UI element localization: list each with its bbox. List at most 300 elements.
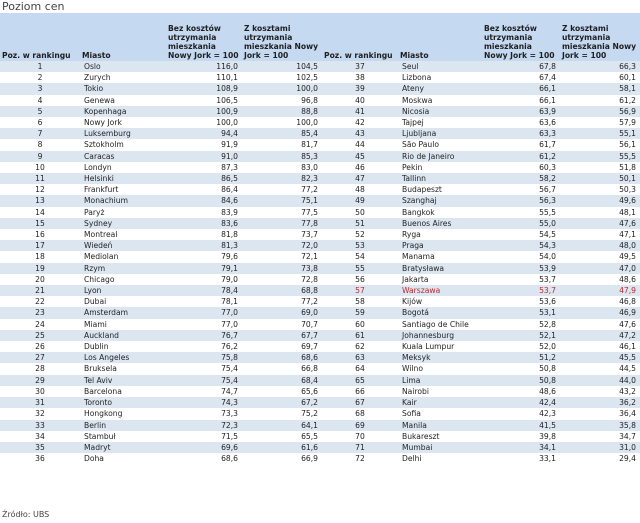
price-with-rent-cell: 66,9 — [242, 453, 322, 464]
price-without-rent-cell: 48,6 — [482, 386, 560, 397]
price-with-rent-cell: 47,0 — [560, 263, 640, 274]
table-row — [322, 263, 640, 274]
table-row — [0, 151, 322, 162]
city-cell: Lyon — [80, 285, 166, 296]
city-cell: Kopenhaga — [80, 106, 166, 117]
price-with-rent-cell: 83,0 — [242, 162, 322, 173]
table-row — [0, 117, 322, 128]
city-cell: Paryż — [80, 207, 166, 218]
price-with-rent-cell: 70,7 — [242, 319, 322, 330]
rank-cell: 26 — [0, 341, 80, 352]
city-cell: Bratysława — [398, 263, 482, 274]
table-row — [0, 319, 322, 330]
price-with-rent-cell: 69,7 — [242, 341, 322, 352]
price-with-rent-cell: 69,0 — [242, 307, 322, 318]
table-row — [322, 207, 640, 218]
price-without-rent-cell: 106,5 — [166, 95, 242, 106]
price-without-rent-cell: 91,0 — [166, 151, 242, 162]
city-cell: Londyn — [80, 162, 166, 173]
price-without-rent-cell: 116,0 — [166, 61, 242, 72]
price-without-rent-cell: 75,4 — [166, 375, 242, 386]
table-row — [0, 274, 322, 285]
city-cell: Kuala Lumpur — [398, 341, 482, 352]
city-cell: Miami — [80, 319, 166, 330]
rank-cell: 28 — [0, 363, 80, 374]
city-cell: Ljubljana — [398, 128, 482, 139]
price-without-rent-cell: 54,3 — [482, 240, 560, 251]
city-cell: Bogotá — [398, 307, 482, 318]
rank-cell: 15 — [0, 218, 80, 229]
price-without-rent-cell: 58,2 — [482, 173, 560, 184]
price-without-rent-cell: 41,5 — [482, 420, 560, 431]
price-with-rent-cell: 85,3 — [242, 151, 322, 162]
city-cell: Lima — [398, 375, 482, 386]
price-with-rent-cell: 88,8 — [242, 106, 322, 117]
price-with-rent-cell: 47,1 — [560, 229, 640, 240]
price-without-rent-cell: 79,6 — [166, 251, 242, 262]
rank-cell: 49 — [322, 195, 398, 206]
table-row — [0, 162, 322, 173]
price-with-rent-cell: 48,6 — [560, 274, 640, 285]
rank-cell: 29 — [0, 375, 80, 386]
price-with-rent-cell: 56,9 — [560, 106, 640, 117]
price-without-rent-cell: 83,6 — [166, 218, 242, 229]
price-with-rent-cell: 50,3 — [560, 184, 640, 195]
price-with-rent-cell: 77,5 — [242, 207, 322, 218]
table-row — [0, 173, 322, 184]
price-with-rent-cell: 43,2 — [560, 386, 640, 397]
table-row — [0, 218, 322, 229]
price-without-rent-cell: 76,2 — [166, 341, 242, 352]
price-with-rent-cell: 67,7 — [242, 330, 322, 341]
table-row — [322, 341, 640, 352]
rank-cell: 17 — [0, 240, 80, 251]
page-title: Poziom cen — [2, 0, 65, 13]
table-row — [0, 251, 322, 262]
city-cell: Jakarta — [398, 274, 482, 285]
price-without-rent-cell: 63,3 — [482, 128, 560, 139]
rank-cell: 40 — [322, 95, 398, 106]
table-row — [322, 352, 640, 363]
rank-cell: 24 — [0, 319, 80, 330]
city-cell: Auckland — [80, 330, 166, 341]
rank-cell: 53 — [322, 240, 398, 251]
rank-cell: 8 — [0, 139, 80, 150]
rank-cell: 61 — [322, 330, 398, 341]
rank-cell: 69 — [322, 420, 398, 431]
city-cell: Sydney — [80, 218, 166, 229]
rank-cell: 7 — [0, 128, 80, 139]
rank-cell: 60 — [322, 319, 398, 330]
price-with-rent-cell: 49,6 — [560, 195, 640, 206]
table-row — [0, 386, 322, 397]
city-cell: Szanghaj — [398, 195, 482, 206]
table-row — [322, 397, 640, 408]
price-with-rent-cell: 50,1 — [560, 173, 640, 184]
table-row — [322, 307, 640, 318]
price-without-rent-cell: 61,2 — [482, 151, 560, 162]
price-without-rent-cell: 79,0 — [166, 274, 242, 285]
price-with-rent-cell: 96,8 — [242, 95, 322, 106]
table-row — [322, 442, 640, 453]
price-with-rent-cell: 65,6 — [242, 386, 322, 397]
table-row — [0, 375, 322, 386]
rank-cell: 37 — [322, 61, 398, 72]
price-with-rent-cell: 47,2 — [560, 330, 640, 341]
rank-cell: 23 — [0, 307, 80, 318]
rank-cell: 2 — [0, 72, 80, 83]
rank-cell: 71 — [322, 442, 398, 453]
price-with-rent-cell: 85,4 — [242, 128, 322, 139]
rank-cell: 38 — [322, 72, 398, 83]
rank-cell: 68 — [322, 408, 398, 419]
price-without-rent-cell: 60,3 — [482, 162, 560, 173]
table-row — [0, 95, 322, 106]
price-without-rent-cell: 78,4 — [166, 285, 242, 296]
rank-cell: 19 — [0, 263, 80, 274]
price-without-rent-cell: 39,8 — [482, 431, 560, 442]
rank-cell: 48 — [322, 184, 398, 195]
table-row — [322, 453, 640, 464]
city-cell: Sofia — [398, 408, 482, 419]
city-cell: Tajpej — [398, 117, 482, 128]
rank-cell: 39 — [322, 83, 398, 94]
header-with-rent: Z kosztami utrzymania mieszkania Nowy Jork = 100 — [560, 13, 640, 61]
header-without-rent: Bez kosztów utrzymania mieszkania Nowy Jork = 100 — [166, 13, 242, 61]
city-cell: Pekin — [398, 162, 482, 173]
rank-cell: 59 — [322, 307, 398, 318]
price-without-rent-cell: 53,1 — [482, 307, 560, 318]
table-row — [0, 240, 322, 251]
price-with-rent-cell: 75,1 — [242, 195, 322, 206]
rank-cell: 63 — [322, 352, 398, 363]
price-without-rent-cell: 66,1 — [482, 95, 560, 106]
city-cell: Nowy Jork — [80, 117, 166, 128]
city-cell: Seul — [398, 61, 482, 72]
rank-cell: 13 — [0, 195, 80, 206]
table-row — [0, 420, 322, 431]
price-without-rent-cell: 86,4 — [166, 184, 242, 195]
city-cell: Amsterdam — [80, 307, 166, 318]
rank-cell: 36 — [0, 453, 80, 464]
table-row — [0, 341, 322, 352]
header-rank: Poz. w rankingu — [322, 13, 398, 61]
table-row — [322, 420, 640, 431]
table-row — [322, 151, 640, 162]
table-row — [0, 61, 322, 72]
city-cell: Tokio — [80, 83, 166, 94]
table-row — [322, 274, 640, 285]
header-without-rent: Bez kosztów utrzymania mieszkania Nowy Jork = 100 — [482, 13, 560, 61]
table-row — [0, 83, 322, 94]
rank-cell: 9 — [0, 151, 80, 162]
price-without-rent-cell: 53,7 — [482, 274, 560, 285]
price-without-rent-cell: 53,6 — [482, 296, 560, 307]
table-row — [322, 83, 640, 94]
table-row — [0, 453, 322, 464]
city-cell: Santiago de Chile — [398, 319, 482, 330]
price-without-rent-cell: 56,7 — [482, 184, 560, 195]
price-with-rent-cell: 55,5 — [560, 151, 640, 162]
city-cell: Mediolan — [80, 251, 166, 262]
city-cell: Lizbona — [398, 72, 482, 83]
city-cell: Nicosia — [398, 106, 482, 117]
price-with-rent-cell: 72,1 — [242, 251, 322, 262]
city-cell: Johannesburg — [398, 330, 482, 341]
table-row — [322, 251, 640, 262]
table-row — [0, 263, 322, 274]
price-without-rent-cell: 91,9 — [166, 139, 242, 150]
table-row — [0, 195, 322, 206]
price-without-rent-cell: 83,9 — [166, 207, 242, 218]
rank-cell: 65 — [322, 375, 398, 386]
city-cell: Dubai — [80, 296, 166, 307]
price-with-rent-cell: 81,7 — [242, 139, 322, 150]
price-with-rent-cell: 45,5 — [560, 352, 640, 363]
table-header-row — [322, 13, 640, 61]
rank-cell: 44 — [322, 139, 398, 150]
table-row — [0, 442, 322, 453]
price-with-rent-cell: 72,0 — [242, 240, 322, 251]
price-with-rent-cell: 75,2 — [242, 408, 322, 419]
city-cell: Frankfurt — [80, 184, 166, 195]
price-without-rent-cell: 53,7 — [482, 285, 560, 296]
price-without-rent-cell: 63,9 — [482, 106, 560, 117]
table-row — [0, 285, 322, 296]
price-with-rent-cell: 100,0 — [242, 117, 322, 128]
price-without-rent-cell: 75,8 — [166, 352, 242, 363]
price-without-rent-cell: 72,3 — [166, 420, 242, 431]
city-cell: Bukareszt — [398, 431, 482, 442]
rank-cell: 43 — [322, 128, 398, 139]
table-row — [0, 431, 322, 442]
price-with-rent-cell: 49,5 — [560, 251, 640, 262]
rank-cell: 25 — [0, 330, 80, 341]
rank-cell: 42 — [322, 117, 398, 128]
header-with-rent: Z kosztami utrzymania mieszkania Nowy Jork = 100 — [242, 13, 322, 61]
header-city: Miasto — [80, 13, 166, 61]
rank-cell: 20 — [0, 274, 80, 285]
rank-cell: 32 — [0, 408, 80, 419]
table-row — [322, 218, 640, 229]
price-without-rent-cell: 108,9 — [166, 83, 242, 94]
price-with-rent-cell: 47,9 — [560, 285, 640, 296]
price-with-rent-cell: 46,9 — [560, 307, 640, 318]
price-with-rent-cell: 35,8 — [560, 420, 640, 431]
rank-cell: 64 — [322, 363, 398, 374]
rank-cell: 33 — [0, 420, 80, 431]
price-with-rent-cell: 68,4 — [242, 375, 322, 386]
header-rank: Poz. w rankingu — [0, 13, 80, 61]
table-row — [0, 184, 322, 195]
city-cell: Monachium — [80, 195, 166, 206]
price-without-rent-cell: 74,3 — [166, 397, 242, 408]
table-row — [0, 352, 322, 363]
city-cell: Berlin — [80, 420, 166, 431]
rank-cell: 4 — [0, 95, 80, 106]
table-row — [0, 106, 322, 117]
price-without-rent-cell: 34,1 — [482, 442, 560, 453]
price-with-rent-cell: 102,5 — [242, 72, 322, 83]
city-cell: Meksyk — [398, 352, 482, 363]
rank-cell: 56 — [322, 274, 398, 285]
price-without-rent-cell: 100,0 — [166, 117, 242, 128]
city-cell: Madryt — [80, 442, 166, 453]
price-with-rent-cell: 73,8 — [242, 263, 322, 274]
city-cell: Buenos Aires — [398, 218, 482, 229]
rank-cell: 52 — [322, 229, 398, 240]
table-row — [322, 408, 640, 419]
price-with-rent-cell: 72,8 — [242, 274, 322, 285]
rank-cell: 45 — [322, 151, 398, 162]
price-with-rent-cell: 100,0 — [242, 83, 322, 94]
price-with-rent-cell: 46,1 — [560, 341, 640, 352]
rank-cell: 5 — [0, 106, 80, 117]
table-row — [0, 128, 322, 139]
price-without-rent-cell: 54,5 — [482, 229, 560, 240]
table-row — [322, 128, 640, 139]
table-row — [0, 72, 322, 83]
ranking-table-left — [0, 13, 322, 464]
city-cell: Ryga — [398, 229, 482, 240]
city-cell: Caracas — [80, 151, 166, 162]
price-with-rent-cell: 61,6 — [242, 442, 322, 453]
price-without-rent-cell: 71,5 — [166, 431, 242, 442]
price-without-rent-cell: 76,7 — [166, 330, 242, 341]
price-with-rent-cell: 58,1 — [560, 83, 640, 94]
price-with-rent-cell: 61,2 — [560, 95, 640, 106]
price-with-rent-cell: 44,5 — [560, 363, 640, 374]
rank-cell: 47 — [322, 173, 398, 184]
price-with-rent-cell: 48,1 — [560, 207, 640, 218]
price-with-rent-cell: 29,4 — [560, 453, 640, 464]
price-with-rent-cell: 64,1 — [242, 420, 322, 431]
rank-cell: 14 — [0, 207, 80, 218]
table-row — [0, 296, 322, 307]
price-without-rent-cell: 79,1 — [166, 263, 242, 274]
city-cell: Hongkong — [80, 408, 166, 419]
city-cell: Tel Aviv — [80, 375, 166, 386]
city-cell: Manama — [398, 251, 482, 262]
city-cell: Dublin — [80, 341, 166, 352]
rank-cell: 18 — [0, 251, 80, 262]
city-cell: Sztokholm — [80, 139, 166, 150]
price-without-rent-cell: 74,7 — [166, 386, 242, 397]
price-without-rent-cell: 68,6 — [166, 453, 242, 464]
table-row — [322, 296, 640, 307]
rank-cell: 16 — [0, 229, 80, 240]
city-cell: Zurych — [80, 72, 166, 83]
city-cell: Tallinn — [398, 173, 482, 184]
rank-cell: 10 — [0, 162, 80, 173]
price-without-rent-cell: 42,4 — [482, 397, 560, 408]
city-cell: Manila — [398, 420, 482, 431]
city-cell: Toronto — [80, 397, 166, 408]
rank-cell: 34 — [0, 431, 80, 442]
rank-cell: 66 — [322, 386, 398, 397]
price-without-rent-cell: 77,0 — [166, 319, 242, 330]
price-with-rent-cell: 31,0 — [560, 442, 640, 453]
price-without-rent-cell: 53,9 — [482, 263, 560, 274]
price-without-rent-cell: 77,0 — [166, 307, 242, 318]
price-without-rent-cell: 63,6 — [482, 117, 560, 128]
table-row — [0, 207, 322, 218]
price-with-rent-cell: 51,8 — [560, 162, 640, 173]
price-without-rent-cell: 84,6 — [166, 195, 242, 206]
city-cell: Doha — [80, 453, 166, 464]
header-city: Miasto — [398, 13, 482, 61]
table-row — [0, 363, 322, 374]
price-without-rent-cell: 42,3 — [482, 408, 560, 419]
rank-cell: 72 — [322, 453, 398, 464]
price-with-rent-cell: 36,2 — [560, 397, 640, 408]
table-row — [322, 184, 640, 195]
table-row — [0, 139, 322, 150]
rank-cell: 30 — [0, 386, 80, 397]
price-with-rent-cell: 73,7 — [242, 229, 322, 240]
price-with-rent-cell: 44,0 — [560, 375, 640, 386]
city-cell: Nairobi — [398, 386, 482, 397]
table-row — [322, 431, 640, 442]
price-with-rent-cell: 66,3 — [560, 61, 640, 72]
price-without-rent-cell: 50,8 — [482, 375, 560, 386]
city-cell: Wiedeń — [80, 240, 166, 251]
city-cell: Rzym — [80, 263, 166, 274]
city-cell: Barcelona — [80, 386, 166, 397]
table-row — [322, 240, 640, 251]
rank-cell: 70 — [322, 431, 398, 442]
price-with-rent-cell: 36,4 — [560, 408, 640, 419]
city-cell: Bruksela — [80, 363, 166, 374]
rank-cell: 57 — [322, 285, 398, 296]
table-row — [0, 229, 322, 240]
price-with-rent-cell: 82,3 — [242, 173, 322, 184]
price-without-rent-cell: 87,3 — [166, 162, 242, 173]
rank-cell: 3 — [0, 83, 80, 94]
table-row — [322, 173, 640, 184]
price-without-rent-cell: 33,1 — [482, 453, 560, 464]
price-without-rent-cell: 81,3 — [166, 240, 242, 251]
price-with-rent-cell: 65,5 — [242, 431, 322, 442]
city-cell: Praga — [398, 240, 482, 251]
rank-cell: 46 — [322, 162, 398, 173]
rank-cell: 51 — [322, 218, 398, 229]
rank-cell: 27 — [0, 352, 80, 363]
table-row — [322, 61, 640, 72]
price-with-rent-cell: 68,8 — [242, 285, 322, 296]
table-row — [322, 229, 640, 240]
city-cell: Kair — [398, 397, 482, 408]
rank-cell: 41 — [322, 106, 398, 117]
price-without-rent-cell: 52,0 — [482, 341, 560, 352]
city-cell: Kijów — [398, 296, 482, 307]
price-without-rent-cell: 100,9 — [166, 106, 242, 117]
city-cell: Delhi — [398, 453, 482, 464]
rank-cell: 58 — [322, 296, 398, 307]
table-row — [322, 95, 640, 106]
price-with-rent-cell: 46,8 — [560, 296, 640, 307]
price-with-rent-cell: 77,2 — [242, 296, 322, 307]
rank-cell: 54 — [322, 251, 398, 262]
city-cell: São Paulo — [398, 139, 482, 150]
rank-cell: 31 — [0, 397, 80, 408]
rank-cell: 22 — [0, 296, 80, 307]
city-cell: Los Angeles — [80, 352, 166, 363]
price-without-rent-cell: 50,8 — [482, 363, 560, 374]
city-cell: Budapeszt — [398, 184, 482, 195]
price-without-rent-cell: 75,4 — [166, 363, 242, 374]
price-with-rent-cell: 66,8 — [242, 363, 322, 374]
